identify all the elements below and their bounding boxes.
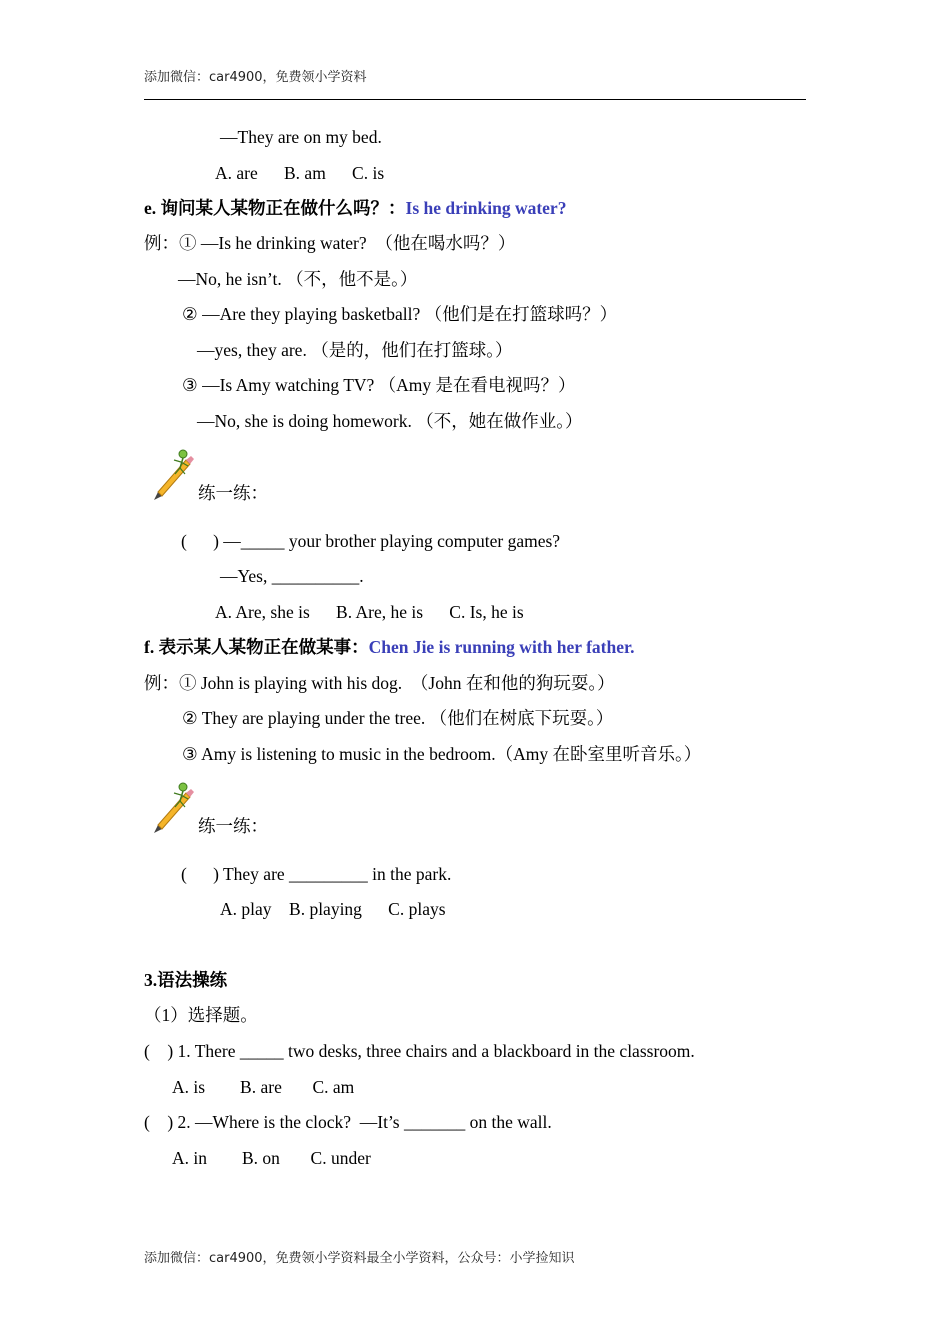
pencil-icon xyxy=(150,446,200,502)
section-e-heading-example: Is he drinking water? xyxy=(405,198,567,218)
page-footer: 添加微信：car4900，免费领小学资料最全小学资料，公众号：小学捡知识 xyxy=(144,1251,575,1266)
section-f-heading xyxy=(144,636,635,658)
section-e-heading xyxy=(144,197,566,219)
example-line: ② They are playing under the tree. （他们在树底下玩耍。） xyxy=(182,708,614,728)
options-line: A. is B. are C. am xyxy=(172,1077,355,1097)
pencil-icon xyxy=(150,779,200,835)
options-line: A. in B. on C. under xyxy=(172,1148,371,1168)
practice-label: 练一练： xyxy=(198,483,268,503)
section-e-heading-text: e. 询问某人某物正在做什么吗？： xyxy=(144,198,406,218)
example-line: —yes, they are. （是的，他们在打篮球。） xyxy=(197,340,513,360)
question-1: ( ) 1. There _____ two desks, three chairs and a blackboard in the classroom. xyxy=(144,1041,695,1061)
section-3-title: 3.语法操练 xyxy=(144,970,228,990)
options-line: A. are B. am C. is xyxy=(215,163,385,183)
example-line: ③ —Is Amy watching TV? （Amy 是在看电视吗？） xyxy=(182,375,576,395)
page-header: 添加微信：car4900，免费领小学资料 xyxy=(144,70,367,85)
answer-line: —They are on my bed. xyxy=(220,127,382,147)
section-f-heading-text: f. 表示某人某物正在做某事： xyxy=(144,637,369,657)
example-line: —No, he isn’t. （不，他不是。） xyxy=(178,269,418,289)
options-line: A. play B. playing C. plays xyxy=(220,899,446,919)
header-rule xyxy=(144,99,806,100)
example-line: ③ Amy is listening to music in the bedroom.（Amy 在卧室里听音乐。） xyxy=(182,744,702,764)
practice-question: ( ) They are _________ in the park. xyxy=(181,864,452,884)
section-f-heading-example: Chen Jie is running with her father. xyxy=(368,637,635,657)
example-line: ② —Are they playing basketball? （他们是在打篮球吗？） xyxy=(182,304,618,324)
practice-label: 练一练： xyxy=(198,816,268,836)
example-line: —No, she is doing homework. （不，她在做作业。） xyxy=(197,411,583,431)
practice-question: ( ) —_____ your brother playing computer games? xyxy=(181,531,561,551)
practice-answer: —Yes, __________. xyxy=(220,566,364,586)
example-line: 例：① John is playing with his dog. （John 在和他的狗玩耍。） xyxy=(144,673,615,693)
example-line: 例：① —Is he drinking water? （他在喝水吗？） xyxy=(144,233,516,253)
section-3-subtitle: （1）选择题。 xyxy=(144,1005,258,1025)
question-2: ( ) 2. —Where is the clock? —It’s _______ on the wall. xyxy=(144,1112,552,1132)
options-line: A. Are, she is B. Are, he is C. Is, he is xyxy=(215,602,524,622)
